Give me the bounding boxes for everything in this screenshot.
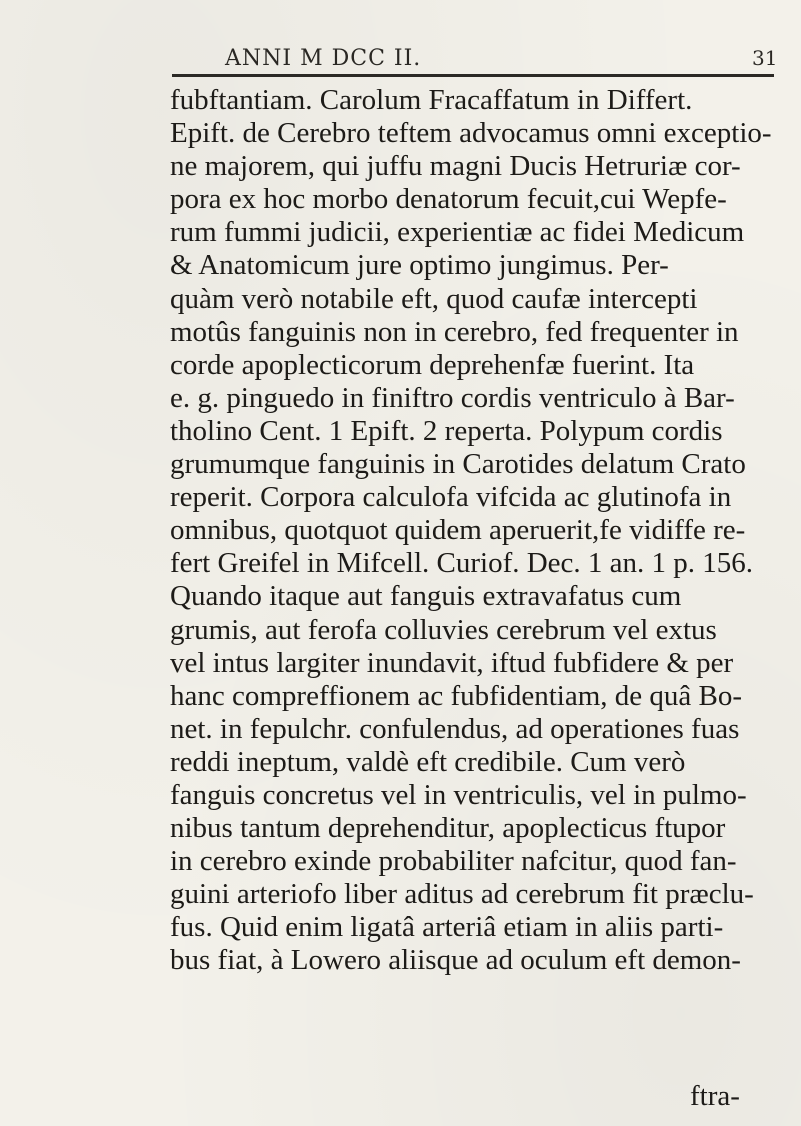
- text-line: guini arteriofo liber aditus ad cerebrum fit præclu-: [170, 878, 754, 911]
- text-line: bus fiat, à Lowero aliisque ad oculum eft demon-: [170, 944, 741, 977]
- body-text: [170, 84, 800, 978]
- running-head: ANNI M DCC II.: [225, 46, 422, 71]
- text-line: pora ex hoc morbo denatorum fecuit,cui Wepfe-: [170, 183, 727, 216]
- text-line: e. g. pinguedo in finiftro cordis ventriculo à Bar-: [170, 381, 735, 414]
- text-line: reddi ineptum, valdè eft credibile. Cum verò: [170, 745, 686, 778]
- text-line: motûs fanguinis non in cerebro, fed frequenter in: [170, 315, 739, 348]
- text-line: fert Greifel in Mifcell. Curiof. Dec. 1 an. 1 p. 156.: [170, 547, 754, 580]
- catchword: ftra-: [690, 1080, 740, 1112]
- text-line: rum fummi judicii, experientiæ ac fidei Medicum: [170, 216, 745, 249]
- header-rule: [172, 74, 774, 77]
- text-line: ne majorem, qui juffu magni Ducis Hetruriæ cor-: [170, 150, 741, 183]
- text-line: vel intus largiter inundavit, iftud fubfidere & per: [170, 646, 734, 679]
- text-line: hanc compreffionem ac fubfidentiam, de quâ Bo-: [170, 679, 742, 712]
- text-line: grumis, aut ferofa colluvies cerebrum vel extus: [170, 613, 717, 646]
- text-line: grumumque fanguinis in Carotides delatum Crato: [170, 448, 746, 481]
- text-line: quàm verò notabile eft, quod caufæ intercepti: [170, 282, 698, 315]
- text-line: in cerebro exinde probabiliter nafcitur, quod fan-: [170, 845, 737, 878]
- page-number: 31: [752, 46, 778, 70]
- text-line: corde apoplecticorum deprehenfæ fuerint. Ita: [170, 348, 695, 381]
- text-line: & Anatomicum jure optimo jungimus. Per-: [170, 249, 669, 282]
- text-line: fus. Quid enim ligatâ arteriâ etiam in aliis parti-: [170, 911, 724, 944]
- page-header: [0, 40, 801, 80]
- text-line: Epift. de Cerebro teftem advocamus omni exceptio-: [170, 117, 772, 150]
- text-line: fanguis concretus vel in ventriculis, vel in pulmo-: [170, 778, 747, 811]
- text-line: nibus tantum deprehenditur, apoplecticus ftupor: [170, 812, 726, 845]
- text-line: Quando itaque aut fanguis extravafatus cum: [170, 580, 682, 613]
- text-line: net. in fepulchr. confulendus, ad operationes fuas: [170, 712, 740, 745]
- text-line: reperit. Corpora calculofa vifcida ac glutinofa in: [170, 481, 732, 514]
- text-line: fubftantiam. Carolum Fracaffatum in Differt.: [170, 84, 693, 116]
- text-line: omnibus, quotquot quidem aperuerit,fe vidiffe re-: [170, 514, 746, 547]
- text-line: tholino Cent. 1 Epift. 2 reperta. Polypum cordis: [170, 414, 723, 447]
